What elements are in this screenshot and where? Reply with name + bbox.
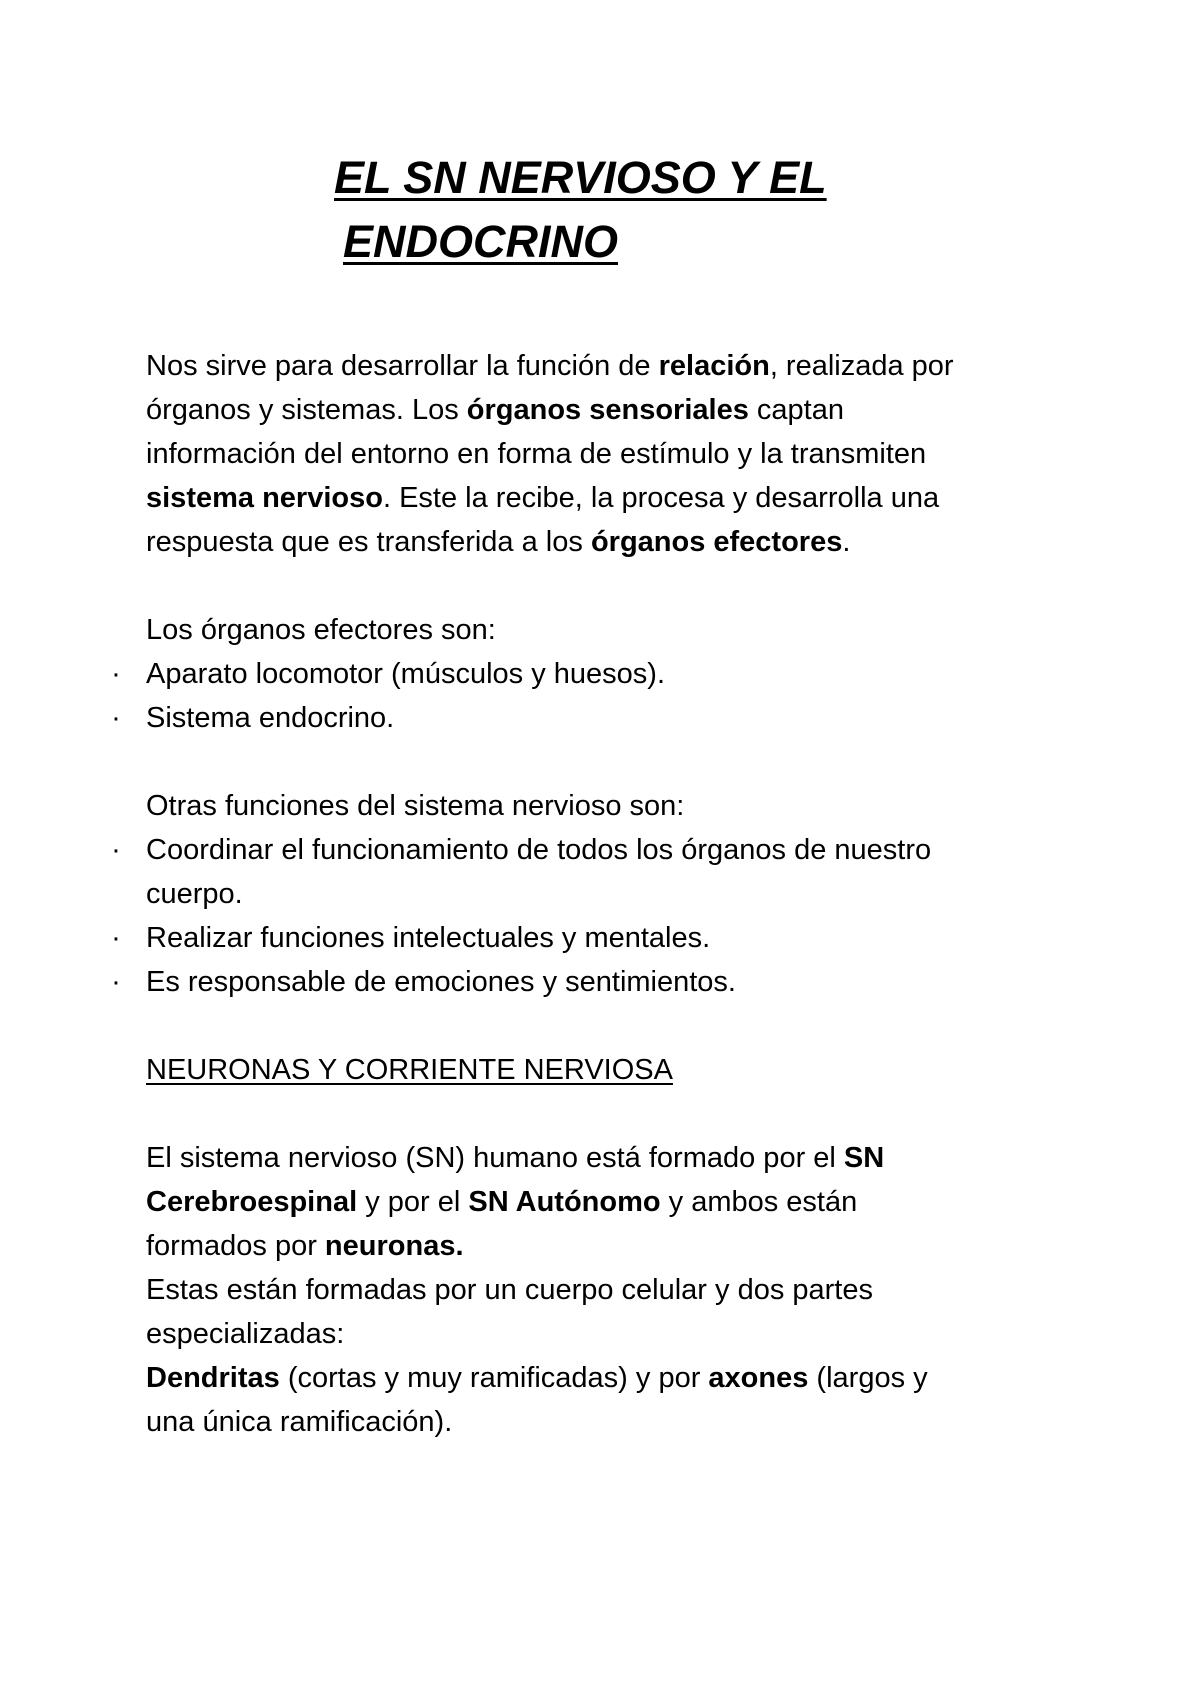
text-run: (largos y [808, 1362, 928, 1394]
intro-line [146, 344, 1086, 388]
intro-line: información del entorno en forma de estímulo y la transmiten [146, 438, 927, 470]
bold-term-axones: axones [708, 1362, 809, 1394]
list-item-text: Sistema endocrino. [146, 702, 395, 734]
text-run: órganos y sistemas. Los [146, 394, 467, 426]
bold-term-sn: SN [843, 1142, 885, 1174]
bold-term-neuronas: neuronas. [324, 1230, 464, 1262]
efectores-section [111, 608, 1086, 740]
intro-line [146, 476, 1086, 520]
bold-term-sistema-nervioso: sistema nervioso [146, 482, 383, 514]
list-item-text: Es responsable de emociones y sentimientos. [146, 966, 736, 998]
neuronas-paragraph [146, 1136, 1086, 1444]
efectores-lead: Los órganos efectores son: [146, 614, 496, 646]
text-run: (cortas y muy ramificadas) y por [279, 1362, 709, 1394]
neuronas-line [146, 1356, 1086, 1400]
otras-funciones-section [111, 784, 1086, 1004]
text-run: formados por [146, 1230, 325, 1262]
text-run: . [842, 526, 851, 558]
list-item-text: Aparato locomotor (músculos y huesos). [146, 658, 665, 690]
bullet-icon: · [111, 966, 121, 998]
intro-line [146, 520, 1086, 564]
text-run: y ambos están [660, 1186, 858, 1218]
list-item [111, 652, 1086, 696]
bold-term-cerebroespinal: Cerebroespinal [146, 1186, 358, 1218]
text-run: . Este la recibe, la procesa y desarrolla una [382, 482, 940, 514]
bold-term-organos-efectores: órganos efectores [590, 526, 843, 558]
text-run: Nos sirve para desarrollar la función de [146, 350, 659, 382]
bold-term-relacion: relación [658, 350, 770, 382]
bold-term-organos-sensoriales: órganos sensoriales [466, 394, 749, 426]
efectores-list [111, 652, 1086, 740]
page-title-line-1: EL SN NERVIOSO Y EL [334, 152, 827, 203]
list-item [111, 960, 1086, 1004]
text-run: y por el [357, 1186, 469, 1218]
section-heading-block [146, 1048, 1086, 1092]
text-run: respuesta que es transferida a los [146, 526, 591, 558]
text-run: captan [748, 394, 844, 426]
intro-line [146, 388, 1086, 432]
text-run: , realizada por [769, 350, 954, 382]
list-item [111, 916, 1086, 960]
list-item-text: Realizar funciones intelectuales y mentales. [146, 922, 711, 954]
list-item-text-continued: cuerpo. [146, 878, 243, 910]
list-item-text: Coordinar el funcionamiento de todos los órganos de nuestro [146, 834, 932, 866]
bullet-icon: · [111, 834, 121, 866]
otras-lead: Otras funciones del sistema nervioso son: [146, 790, 685, 822]
bullet-icon: · [111, 658, 121, 690]
otras-list [111, 828, 1086, 1004]
intro-paragraph [146, 344, 1086, 564]
text-run: El sistema nervioso (SN) humano está formado por el [146, 1142, 844, 1174]
section-heading-neuronas: NEURONAS Y CORRIENTE NERVIOSA [146, 1054, 673, 1086]
bullet-icon: · [111, 702, 121, 734]
neuronas-line: una única ramificación). [146, 1406, 453, 1438]
bold-term-dendritas: Dendritas [146, 1362, 280, 1394]
neuronas-line: especializadas: [146, 1318, 345, 1350]
neuronas-line [146, 1224, 1086, 1268]
bullet-icon: · [111, 922, 121, 954]
neuronas-line [146, 1136, 1086, 1180]
list-item [111, 828, 1086, 916]
bold-term-sn-autonomo: SN Autónomo [468, 1186, 661, 1218]
page-title-line-2: ENDOCRINO [343, 216, 619, 267]
neuronas-line [146, 1180, 1086, 1224]
neuronas-line: Estas están formadas por un cuerpo celular y dos partes [146, 1274, 873, 1306]
list-item [111, 696, 1086, 740]
